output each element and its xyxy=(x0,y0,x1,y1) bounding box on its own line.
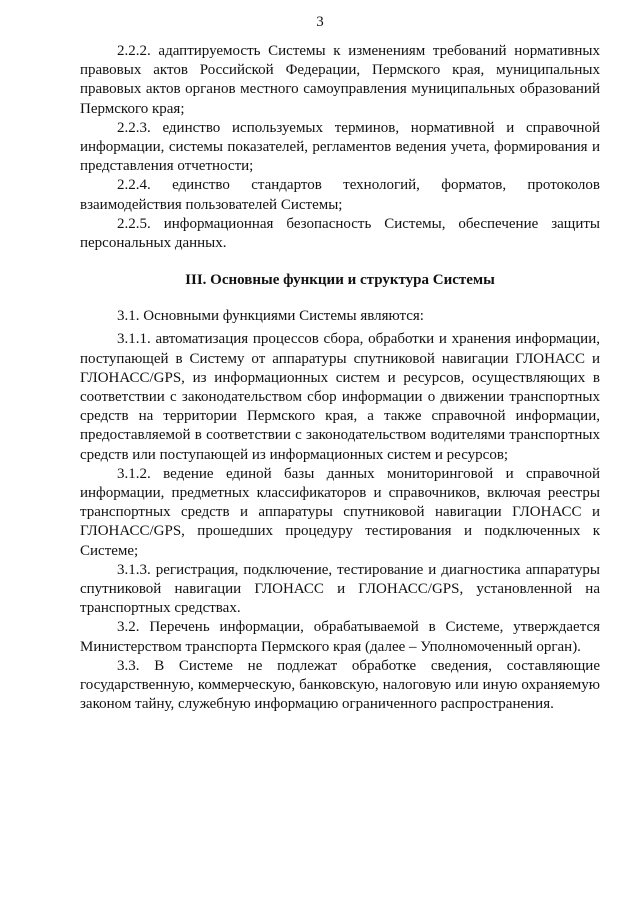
page-number: 3 xyxy=(316,14,324,30)
paragraph-3-2: 3.2. Перечень информации, обрабатываемой в Системе, утверждается Министерством транспорта Пермского края (далее – Уполномоченный орган). xyxy=(80,619,600,655)
paragraph-2-2-3: 2.2.3. единство используемых терминов, нормативной и справочной информации, системы показателей, регламентов ведения учета, формирования и представления отчетности; xyxy=(80,119,600,175)
paragraph-3-1: 3.1. Основными функциями Системы являются: xyxy=(117,308,424,325)
paragraph-3-1-2: 3.1.2. ведение единой базы данных мониторинговой и справочной информации, предметных классификаторов и справочников, включая реестры транспортных средств и аппаратуры спутниковой навигации ГЛОНАСС и ГЛОНАСС/GPS, прошедших процедуру тестирования и подключенных к Системе; xyxy=(80,465,600,559)
document-body xyxy=(80,42,600,715)
paragraph-3-1-3: 3.1.3. регистрация, подключение, тестирование и диагностика аппаратуры спутниковой навигации ГЛОНАСС и ГЛОНАСС/GPS, установленной на транспортных средствах. xyxy=(80,561,600,617)
paragraph-2-2-4: 2.2.4. единство стандартов технологий, форматов, протоколов взаимодействия пользователей Системы; xyxy=(80,177,600,213)
section-heading: III. Основные функции и структура Системы xyxy=(185,272,495,289)
paragraph-2-2-2: 2.2.2. адаптируемость Системы к изменениям требований нормативных правовых актов Российской Федерации, Пермского края, муниципальных правовых актов органов местного самоуправления муниципальных образований Пермского края; xyxy=(80,43,600,117)
paragraph-3-1-1: 3.1.1. автоматизация процессов сбора, обработки и хранения информации, поступающей в Систему от аппаратуры спутниковой навигации ГЛОНАСС и ГЛОНАСС/GPS, из информационных систем и ресурсов, осуществляющих в соответствии с законодательством сбор информации о движении транспортных средств на территории Пермского края, а также справочной информации, предоставляемой в соответствии с законодательством водителями транспортных средств или поступающей из информационных систем и ресурсов; xyxy=(80,331,600,463)
paragraph-3-3: 3.3. В Системе не подлежат обработке сведения, составляющие государственную, коммерческую, банковскую, налоговую или иную охраняемую законом тайну, служебную информацию ограниченного распространения. xyxy=(80,657,600,713)
paragraph-2-2-5: 2.2.5. информационная безопасность Системы, обеспечение защиты персональных данных. xyxy=(80,215,600,252)
